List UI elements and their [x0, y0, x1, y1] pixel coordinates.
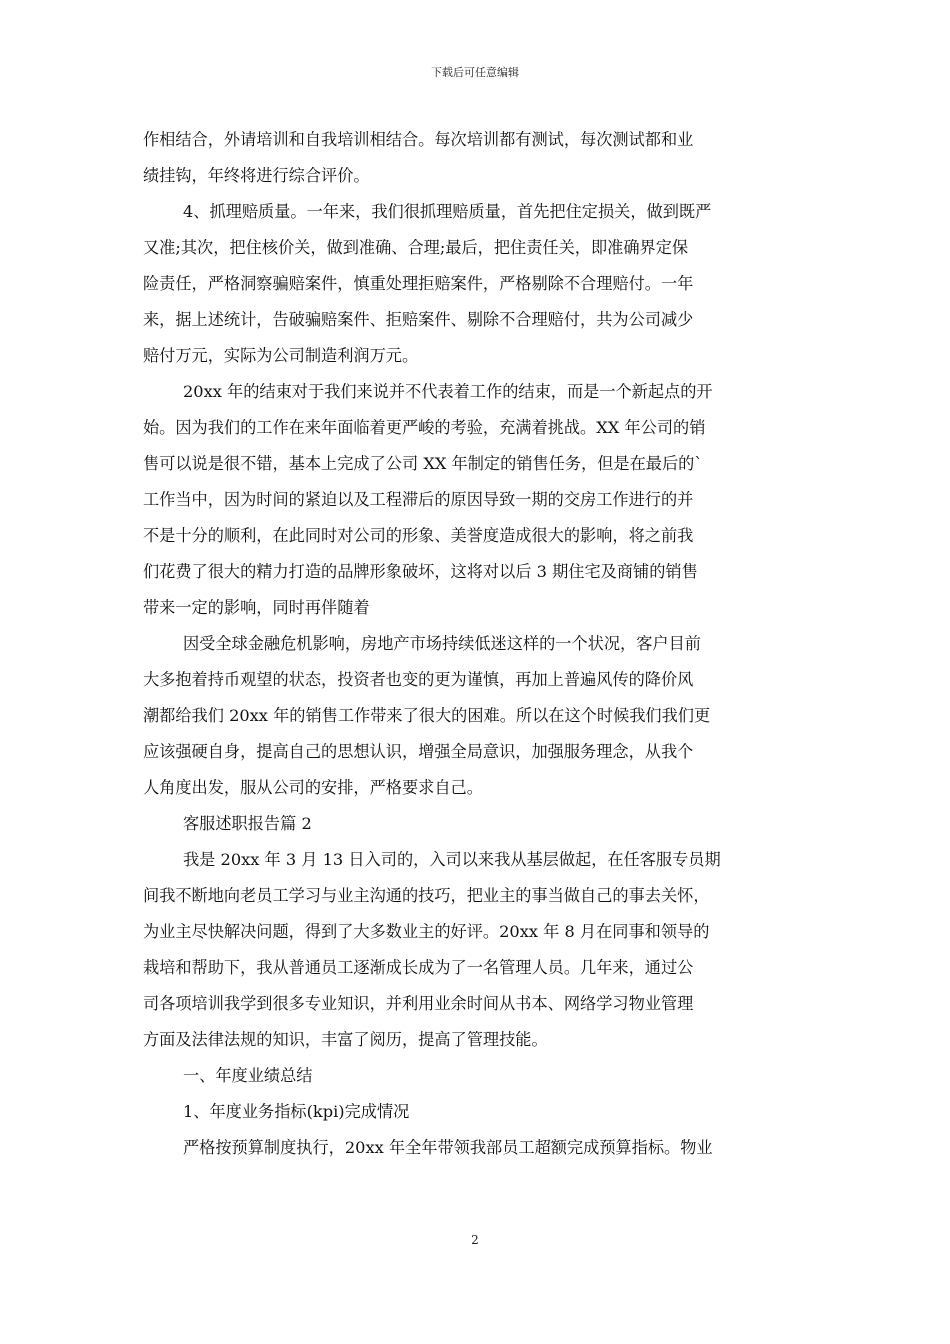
text-line: 我是 20xx 年 3 月 13 日入司的，入司以来我从基层做起，在任客服专员期	[183, 850, 721, 869]
text-line: 应该强硬自身，提高自己的思想认识，增强全局意识，加强服务理念，从我个	[143, 742, 694, 761]
text-line: 4、抓理赔质量。一年来，我们很抓理赔质量，首先把住定损关，做到既严	[183, 202, 712, 221]
text-line: 赔付万元，实际为公司制造利润万元。	[143, 346, 419, 365]
text-line: 人角度出发，服从公司的安排，严格要求自己。	[143, 778, 483, 797]
text-line: 一、年度业绩总结	[183, 1066, 313, 1085]
text-line: 工作当中，因为时间的紧迫以及工程滞后的原因导致一期的交房工作进行的并	[143, 490, 694, 509]
text-line: 又准;其次，把住核价关，做到准确、合理;最后，把住责任关，即准确界定保	[143, 238, 689, 257]
text-line: 始。因为我们的工作在来年面临着更严峻的考验，充满着挑战。XX 年公司的销	[143, 418, 706, 437]
text-line: 作相结合，外请培训和自我培训相结合。每次培训都有测试，每次测试都和业	[143, 130, 694, 149]
text-line: 不是十分的顺利，在此同时对公司的形象、美誉度造成很大的影响，将之前我	[143, 526, 694, 545]
text-line: 大多抱着持币观望的状态，投资者也变的更为谨慎，再加上普遍风传的降价风	[143, 670, 694, 689]
text-line: 栽培和帮助下，我从普通员工逐渐成长成为了一名管理人员。几年来，通过公	[143, 958, 694, 977]
text-line: 潮都给我们 20xx 年的销售工作带来了很大的困难。所以在这个时候我们我们更	[143, 706, 711, 725]
text-line: 绩挂钩，年终将进行综合评价。	[143, 166, 370, 185]
text-line: 来，据上述统计，告破骗赔案件、拒赔案件、剔除不合理赔付，共为公司减少	[143, 310, 694, 329]
text-line: 售可以说是很不错，基本上完成了公司 XX 年制定的销售任务，但是在最后的`	[143, 454, 703, 473]
text-line: 1、年度业务指标(kpi)完成情况	[183, 1102, 410, 1121]
text-line: 司各项培训我学到很多专业知识，并利用业余时间从书本、网络学习物业管理	[143, 994, 694, 1013]
text-line: 严格按预算制度执行，20xx 年全年带领我部员工超额完成预算指标。物业	[183, 1138, 713, 1157]
text-line: 为业主尽快解决问题，得到了大多数业主的好评。20xx 年 8 月在同事和领导的	[143, 922, 710, 941]
text-line: 带来一定的影响，同时再伴随着	[143, 598, 370, 617]
text-line: 间我不断地向老员工学习与业主沟通的技巧，把业主的事当做自己的事去关怀，	[143, 886, 710, 905]
text-line: 方面及法律法规的知识，丰富了阅历，提高了管理技能。	[143, 1030, 548, 1049]
text-line: 因受全球金融危机影响，房地产市场持续低迷这样的一个状况，客户目前	[183, 634, 701, 653]
text-line: 险责任，严格洞察骗赔案件，慎重处理拒赔案件，严格剔除不合理赔付。一年	[143, 274, 694, 293]
text-line: 20xx 年的结束对于我们来说并不代表着工作的结束，而是一个新起点的开	[183, 382, 713, 401]
page-number: 2	[471, 1233, 479, 1247]
page-header: 下载后可任意编辑	[431, 66, 519, 79]
text-line: 们花费了很大的精力打造的品牌形象破坏，这将对以后 3 期住宅及商铺的销售	[143, 562, 698, 581]
text-line: 客服述职报告篇 2	[183, 814, 312, 833]
document-body	[143, 122, 808, 1166]
